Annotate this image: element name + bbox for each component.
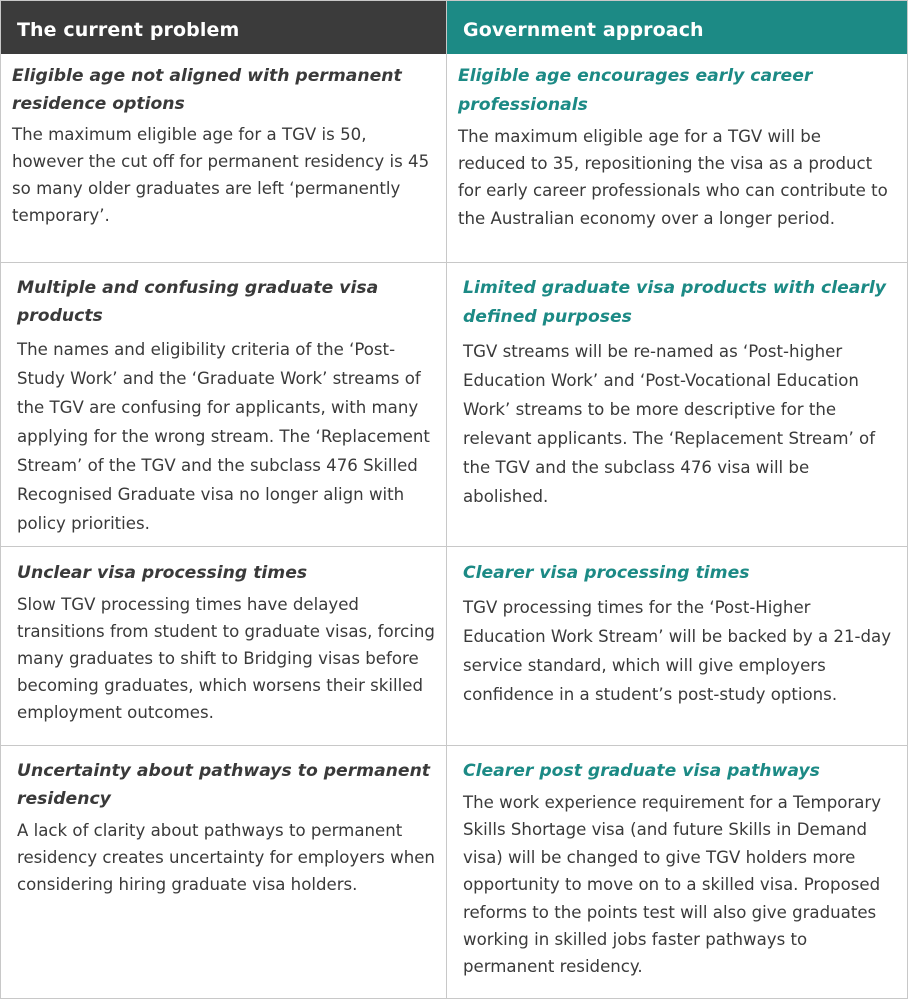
header-problem-cell [1, 1, 447, 54]
approach-body: TGV processing times for the ‘Post-Higher Education Work Stream’ will be backed by a 21-day service standard, which will give employers confidence in a student’s post-study options. [463, 598, 892, 704]
approach-body: The maximum eligible age for a TGV will be reduced to 35, repositioning the visa as a product for early career professionals who can contribute to the Australian economy over a longer period. [458, 127, 888, 228]
header-approach-label: Government approach [463, 19, 704, 41]
approach-title: Clearer post graduate visa pathways [463, 761, 820, 781]
problem-cell [1, 746, 447, 998]
approach-body: The work experience requirement for a Temporary Skills Shortage visa (and future Skills in Demand visa) will be changed to give TGV holders more opportunity to move on to a skilled visa. Proposed reforms to the points test will also give graduates working in skilled jobs faster pathways to permanent residency. [463, 793, 882, 977]
approach-cell [447, 547, 907, 745]
table-row [1, 746, 907, 998]
table-row [1, 263, 907, 547]
approach-title: Clearer visa processing times [463, 563, 750, 583]
problem-title: Uncertainty about pathways to permanent residency [17, 761, 431, 809]
approach-title: Eligible age encourages early career professionals [458, 66, 813, 115]
problem-cell [1, 54, 447, 262]
approach-cell [447, 54, 907, 262]
header-approach-cell [447, 1, 907, 54]
problem-body: The names and eligibility criteria of the ‘Post-Study Work’ and the ‘Graduate Work’ streams of the TGV are confusing for applicants, with many applying for the wrong stream. The ‘Replacement Stream’ of the TGV and the subclass 476 Skilled Recognised Graduate visa no longer align with policy priorities. [17, 340, 430, 533]
problem-body: The maximum eligible age for a TGV is 50, however the cut off for permanent residency is 45 so many older graduates are left ‘permanently temporary’. [12, 125, 430, 225]
problem-body: Slow TGV processing times have delayed transitions from student to graduate visas, forcing many graduates to shift to Bridging visas before becoming graduates, which worsens their skilled employment outcomes. [17, 595, 435, 722]
table-row [1, 547, 907, 746]
header-problem-label: The current problem [17, 19, 240, 41]
header-row [1, 1, 907, 54]
problem-body: A lack of clarity about pathways to permanent residency creates uncertainty for employers when considering hiring graduate visa holders. [17, 821, 435, 894]
approach-cell [447, 746, 907, 998]
approach-cell [447, 263, 907, 546]
problem-title: Unclear visa processing times [17, 563, 308, 583]
problem-title: Multiple and confusing graduate visa products [17, 278, 379, 326]
problem-cell [1, 547, 447, 745]
problem-cell [1, 263, 447, 546]
approach-body: TGV streams will be re-named as ‘Post-higher Education Work’ and ‘Post-Vocational Education Work’ streams to be more descriptive for the relevant applicants. The ‘Replacement Stream’ of the TGV and the subclass 476 visa will be abolished. [463, 342, 876, 506]
approach-title: Limited graduate visa products with clearly defined purposes [463, 278, 886, 327]
problem-title: Eligible age not aligned with permanent residence options [12, 66, 402, 114]
table-row [1, 54, 907, 263]
